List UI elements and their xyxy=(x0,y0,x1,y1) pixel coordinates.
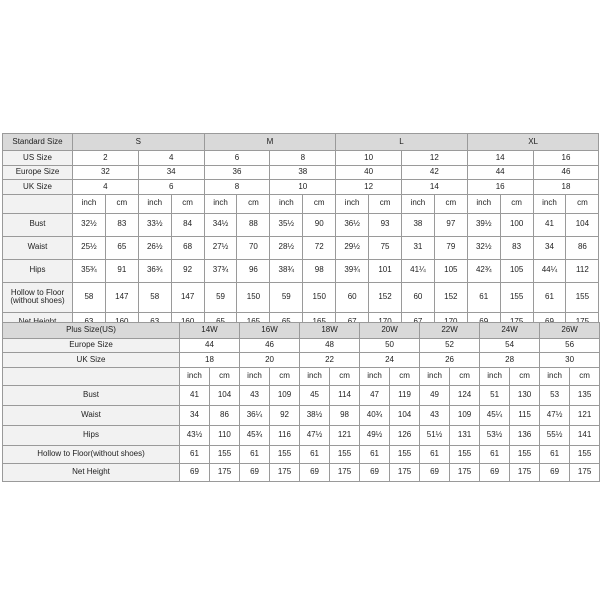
measure-value: 69 xyxy=(240,463,270,481)
measure-value: 32½ xyxy=(467,236,500,259)
measure-value: 93 xyxy=(369,213,402,236)
measure-row xyxy=(3,425,600,445)
size-group-header: S xyxy=(73,134,205,151)
unit-label: inch xyxy=(180,367,210,385)
measure-value: 152 xyxy=(369,282,402,312)
measure-value: 47½ xyxy=(540,405,570,425)
measure-value: 114 xyxy=(330,385,360,405)
measure-row xyxy=(3,236,599,259)
row-label: Europe Size xyxy=(3,338,180,353)
size-value: 10 xyxy=(336,151,402,166)
size-value: 8 xyxy=(204,180,270,195)
measure-row xyxy=(3,463,600,481)
measure-value: 58 xyxy=(138,282,171,312)
measure-value: 68 xyxy=(171,236,204,259)
measure-value: 69 xyxy=(540,463,570,481)
size-row xyxy=(3,353,600,368)
measure-value: 32½ xyxy=(73,213,106,236)
unit-label: inch xyxy=(73,194,106,213)
measure-value: 70 xyxy=(237,236,270,259)
unit-label: inch xyxy=(336,194,369,213)
header-row xyxy=(3,134,599,151)
unit-label: cm xyxy=(330,367,360,385)
measure-value: 60 xyxy=(401,282,434,312)
measure-label: Hips xyxy=(3,259,73,282)
measure-value: 124 xyxy=(450,385,480,405)
measure-value: 28½ xyxy=(270,236,303,259)
measure-value: 25½ xyxy=(73,236,106,259)
unit-label: cm xyxy=(500,194,533,213)
size-row xyxy=(3,180,599,195)
size-value: 46 xyxy=(240,338,300,353)
measure-value: 61 xyxy=(180,445,210,463)
measure-value: 155 xyxy=(330,445,360,463)
measure-value: 100 xyxy=(500,213,533,236)
measure-value: 147 xyxy=(171,282,204,312)
measure-value: 38 xyxy=(401,213,434,236)
measure-value: 36½ xyxy=(336,213,369,236)
size-value: 18 xyxy=(180,353,240,368)
unit-label: inch xyxy=(540,367,570,385)
unit-row xyxy=(3,367,600,385)
size-value: 44 xyxy=(467,165,533,180)
row-label: UK Size xyxy=(3,353,180,368)
size-value: 6 xyxy=(138,180,204,195)
row-label: US Size xyxy=(3,151,73,166)
unit-label: cm xyxy=(270,367,300,385)
measure-row xyxy=(3,405,600,425)
measure-value: 47½ xyxy=(300,425,330,445)
measure-value: 43 xyxy=(240,385,270,405)
measure-value: 175 xyxy=(390,463,420,481)
unit-row-label xyxy=(3,194,73,213)
unit-label: cm xyxy=(510,367,540,385)
measure-value: 90 xyxy=(303,213,336,236)
header-label: Standard Size xyxy=(3,134,73,151)
measure-value: 61 xyxy=(420,445,450,463)
measure-value: 37¾ xyxy=(204,259,237,282)
measure-value: 35¾ xyxy=(73,259,106,282)
size-value: 38 xyxy=(270,165,336,180)
measure-value: 59 xyxy=(204,282,237,312)
measure-value: 155 xyxy=(390,445,420,463)
unit-label: cm xyxy=(171,194,204,213)
measure-row xyxy=(3,282,599,312)
size-value: 42 xyxy=(401,165,467,180)
measure-value: 105 xyxy=(434,259,467,282)
measure-value: 88 xyxy=(237,213,270,236)
size-value: 26 xyxy=(420,353,480,368)
size-value: 6 xyxy=(204,151,270,166)
size-value: 22 xyxy=(300,353,360,368)
size-value: 52 xyxy=(420,338,480,353)
size-group-header: XL xyxy=(467,134,599,151)
measure-value: 53 xyxy=(540,385,570,405)
measure-value: 150 xyxy=(237,282,270,312)
measure-value: 65 xyxy=(105,236,138,259)
measure-value: 109 xyxy=(270,385,300,405)
measure-value: 92 xyxy=(270,405,300,425)
unit-label: inch xyxy=(533,194,566,213)
size-value: 2 xyxy=(73,151,139,166)
measure-value: 55½ xyxy=(540,425,570,445)
measure-value: 104 xyxy=(390,405,420,425)
measure-label: Bust xyxy=(3,385,180,405)
measure-value: 84 xyxy=(171,213,204,236)
unit-label: inch xyxy=(467,194,500,213)
measure-value: 112 xyxy=(566,259,599,282)
size-value: 14 xyxy=(401,180,467,195)
size-value: 34 xyxy=(138,165,204,180)
unit-row-label xyxy=(3,367,180,385)
measure-value: 47 xyxy=(360,385,390,405)
measure-value: 41¼ xyxy=(401,259,434,282)
size-value: 20 xyxy=(240,353,300,368)
measure-value: 98 xyxy=(330,405,360,425)
measure-value: 155 xyxy=(500,282,533,312)
measure-value: 61 xyxy=(467,282,500,312)
unit-label: cm xyxy=(566,194,599,213)
size-value: 30 xyxy=(540,353,600,368)
standard-size-table xyxy=(2,133,599,334)
unit-label: inch xyxy=(480,367,510,385)
measure-value: 72 xyxy=(303,236,336,259)
measure-value: 29½ xyxy=(336,236,369,259)
size-value: 18 xyxy=(533,180,599,195)
measure-value: 92 xyxy=(171,259,204,282)
measure-value: 86 xyxy=(566,236,599,259)
measure-value: 152 xyxy=(434,282,467,312)
measure-value: 121 xyxy=(570,405,600,425)
unit-row xyxy=(3,194,599,213)
measure-value: 61 xyxy=(240,445,270,463)
measure-value: 59 xyxy=(270,282,303,312)
size-value: 12 xyxy=(336,180,402,195)
measure-label: Bust xyxy=(3,213,73,236)
measure-value: 155 xyxy=(566,282,599,312)
size-value: 40 xyxy=(336,165,402,180)
size-group-header: 16W xyxy=(240,323,300,339)
measure-value: 60 xyxy=(336,282,369,312)
measure-value: 58 xyxy=(73,282,106,312)
measure-value: 34 xyxy=(180,405,210,425)
measure-value: 34 xyxy=(533,236,566,259)
measure-value: 175 xyxy=(270,463,300,481)
unit-label: cm xyxy=(237,194,270,213)
measure-value: 130 xyxy=(510,385,540,405)
unit-label: cm xyxy=(210,367,240,385)
unit-label: inch xyxy=(401,194,434,213)
header-row xyxy=(3,323,600,339)
measure-label: Waist xyxy=(3,405,180,425)
measure-value: 175 xyxy=(330,463,360,481)
measure-value: 31 xyxy=(401,236,434,259)
measure-value: 69 xyxy=(480,463,510,481)
unit-label: cm xyxy=(369,194,402,213)
measure-value: 110 xyxy=(210,425,240,445)
size-group-header: 18W xyxy=(300,323,360,339)
measure-value: 175 xyxy=(450,463,480,481)
unit-label: inch xyxy=(300,367,330,385)
size-row xyxy=(3,338,600,353)
measure-value: 26½ xyxy=(138,236,171,259)
row-label: UK Size xyxy=(3,180,73,195)
size-group-header: M xyxy=(204,134,336,151)
measure-value: 131 xyxy=(450,425,480,445)
measure-label: Hollow to Floor (without shoes) xyxy=(3,282,73,312)
measure-value: 33½ xyxy=(138,213,171,236)
measure-value: 105 xyxy=(500,259,533,282)
measure-row xyxy=(3,259,599,282)
measure-value: 41 xyxy=(533,213,566,236)
unit-label: cm xyxy=(105,194,138,213)
measure-value: 53½ xyxy=(480,425,510,445)
measure-value: 45¼ xyxy=(480,405,510,425)
measure-value: 97 xyxy=(434,213,467,236)
header-label: Plus Size(US) xyxy=(3,323,180,339)
measure-row xyxy=(3,213,599,236)
measure-value: 69 xyxy=(360,463,390,481)
size-value: 32 xyxy=(73,165,139,180)
measure-value: 61 xyxy=(360,445,390,463)
measure-value: 61 xyxy=(480,445,510,463)
size-group-header: 22W xyxy=(420,323,480,339)
size-value: 4 xyxy=(138,151,204,166)
measure-value: 43½ xyxy=(180,425,210,445)
measure-label: Net Height xyxy=(3,463,180,481)
measure-value: 36¾ xyxy=(138,259,171,282)
measure-value: 135 xyxy=(570,385,600,405)
measure-value: 42¾ xyxy=(467,259,500,282)
size-value: 50 xyxy=(360,338,420,353)
measure-value: 43 xyxy=(420,405,450,425)
size-value: 56 xyxy=(540,338,600,353)
measure-label: Hips xyxy=(3,425,180,445)
measure-value: 155 xyxy=(510,445,540,463)
measure-value: 98 xyxy=(303,259,336,282)
plus-size-table xyxy=(2,322,600,482)
standard-size-table-body xyxy=(3,134,599,334)
measure-value: 121 xyxy=(330,425,360,445)
measure-value: 69 xyxy=(300,463,330,481)
measure-value: 35½ xyxy=(270,213,303,236)
measure-value: 104 xyxy=(566,213,599,236)
measure-value: 155 xyxy=(270,445,300,463)
measure-value: 36¼ xyxy=(240,405,270,425)
measure-value: 116 xyxy=(270,425,300,445)
measure-value: 175 xyxy=(570,463,600,481)
measure-label: Hollow to Floor(without shoes) xyxy=(3,445,180,463)
unit-label: cm xyxy=(434,194,467,213)
measure-value: 141 xyxy=(570,425,600,445)
measure-row xyxy=(3,385,600,405)
row-label: Europe Size xyxy=(3,165,73,180)
size-row xyxy=(3,151,599,166)
unit-label: cm xyxy=(390,367,420,385)
measure-value: 104 xyxy=(210,385,240,405)
size-value: 12 xyxy=(401,151,467,166)
measure-value: 49 xyxy=(420,385,450,405)
measure-value: 49½ xyxy=(360,425,390,445)
measure-value: 39½ xyxy=(467,213,500,236)
measure-value: 96 xyxy=(237,259,270,282)
measure-value: 38½ xyxy=(300,405,330,425)
size-value: 54 xyxy=(480,338,540,353)
size-value: 36 xyxy=(204,165,270,180)
size-value: 10 xyxy=(270,180,336,195)
size-value: 24 xyxy=(360,353,420,368)
measure-value: 38¾ xyxy=(270,259,303,282)
measure-value: 175 xyxy=(510,463,540,481)
unit-label: inch xyxy=(240,367,270,385)
size-value: 46 xyxy=(533,165,599,180)
size-group-header: 14W xyxy=(180,323,240,339)
measure-value: 155 xyxy=(570,445,600,463)
unit-label: cm xyxy=(570,367,600,385)
measure-value: 147 xyxy=(105,282,138,312)
size-value: 16 xyxy=(533,151,599,166)
measure-value: 126 xyxy=(390,425,420,445)
measure-value: 155 xyxy=(210,445,240,463)
measure-value: 83 xyxy=(105,213,138,236)
measure-value: 115 xyxy=(510,405,540,425)
measure-row xyxy=(3,445,600,463)
plus-size-table-body xyxy=(3,323,600,482)
measure-value: 175 xyxy=(210,463,240,481)
size-value: 8 xyxy=(270,151,336,166)
measure-value: 44¼ xyxy=(533,259,566,282)
size-row xyxy=(3,165,599,180)
size-value: 48 xyxy=(300,338,360,353)
measure-value: 136 xyxy=(510,425,540,445)
measure-value: 75 xyxy=(369,236,402,259)
measure-value: 79 xyxy=(434,236,467,259)
measure-value: 109 xyxy=(450,405,480,425)
measure-value: 150 xyxy=(303,282,336,312)
measure-value: 83 xyxy=(500,236,533,259)
size-group-header: 20W xyxy=(360,323,420,339)
measure-value: 51 xyxy=(480,385,510,405)
unit-label: inch xyxy=(360,367,390,385)
measure-value: 45 xyxy=(300,385,330,405)
unit-label: cm xyxy=(303,194,336,213)
size-value: 28 xyxy=(480,353,540,368)
measure-value: 39¾ xyxy=(336,259,369,282)
unit-label: cm xyxy=(450,367,480,385)
unit-label: inch xyxy=(204,194,237,213)
measure-value: 27½ xyxy=(204,236,237,259)
size-value: 14 xyxy=(467,151,533,166)
size-value: 4 xyxy=(73,180,139,195)
measure-value: 61 xyxy=(300,445,330,463)
size-group-header: 24W xyxy=(480,323,540,339)
size-group-header: L xyxy=(336,134,468,151)
measure-value: 61 xyxy=(540,445,570,463)
measure-value: 34½ xyxy=(204,213,237,236)
unit-label: inch xyxy=(138,194,171,213)
measure-value: 41 xyxy=(180,385,210,405)
measure-value: 40¾ xyxy=(360,405,390,425)
measure-value: 61 xyxy=(533,282,566,312)
measure-value: 86 xyxy=(210,405,240,425)
measure-label: Waist xyxy=(3,236,73,259)
measure-value: 69 xyxy=(180,463,210,481)
measure-value: 69 xyxy=(420,463,450,481)
size-value: 44 xyxy=(180,338,240,353)
unit-label: inch xyxy=(270,194,303,213)
unit-label: inch xyxy=(420,367,450,385)
measure-value: 101 xyxy=(369,259,402,282)
measure-value: 91 xyxy=(105,259,138,282)
size-value: 16 xyxy=(467,180,533,195)
measure-value: 45¾ xyxy=(240,425,270,445)
measure-value: 119 xyxy=(390,385,420,405)
measure-value: 51½ xyxy=(420,425,450,445)
size-group-header: 26W xyxy=(540,323,600,339)
measure-value: 155 xyxy=(450,445,480,463)
